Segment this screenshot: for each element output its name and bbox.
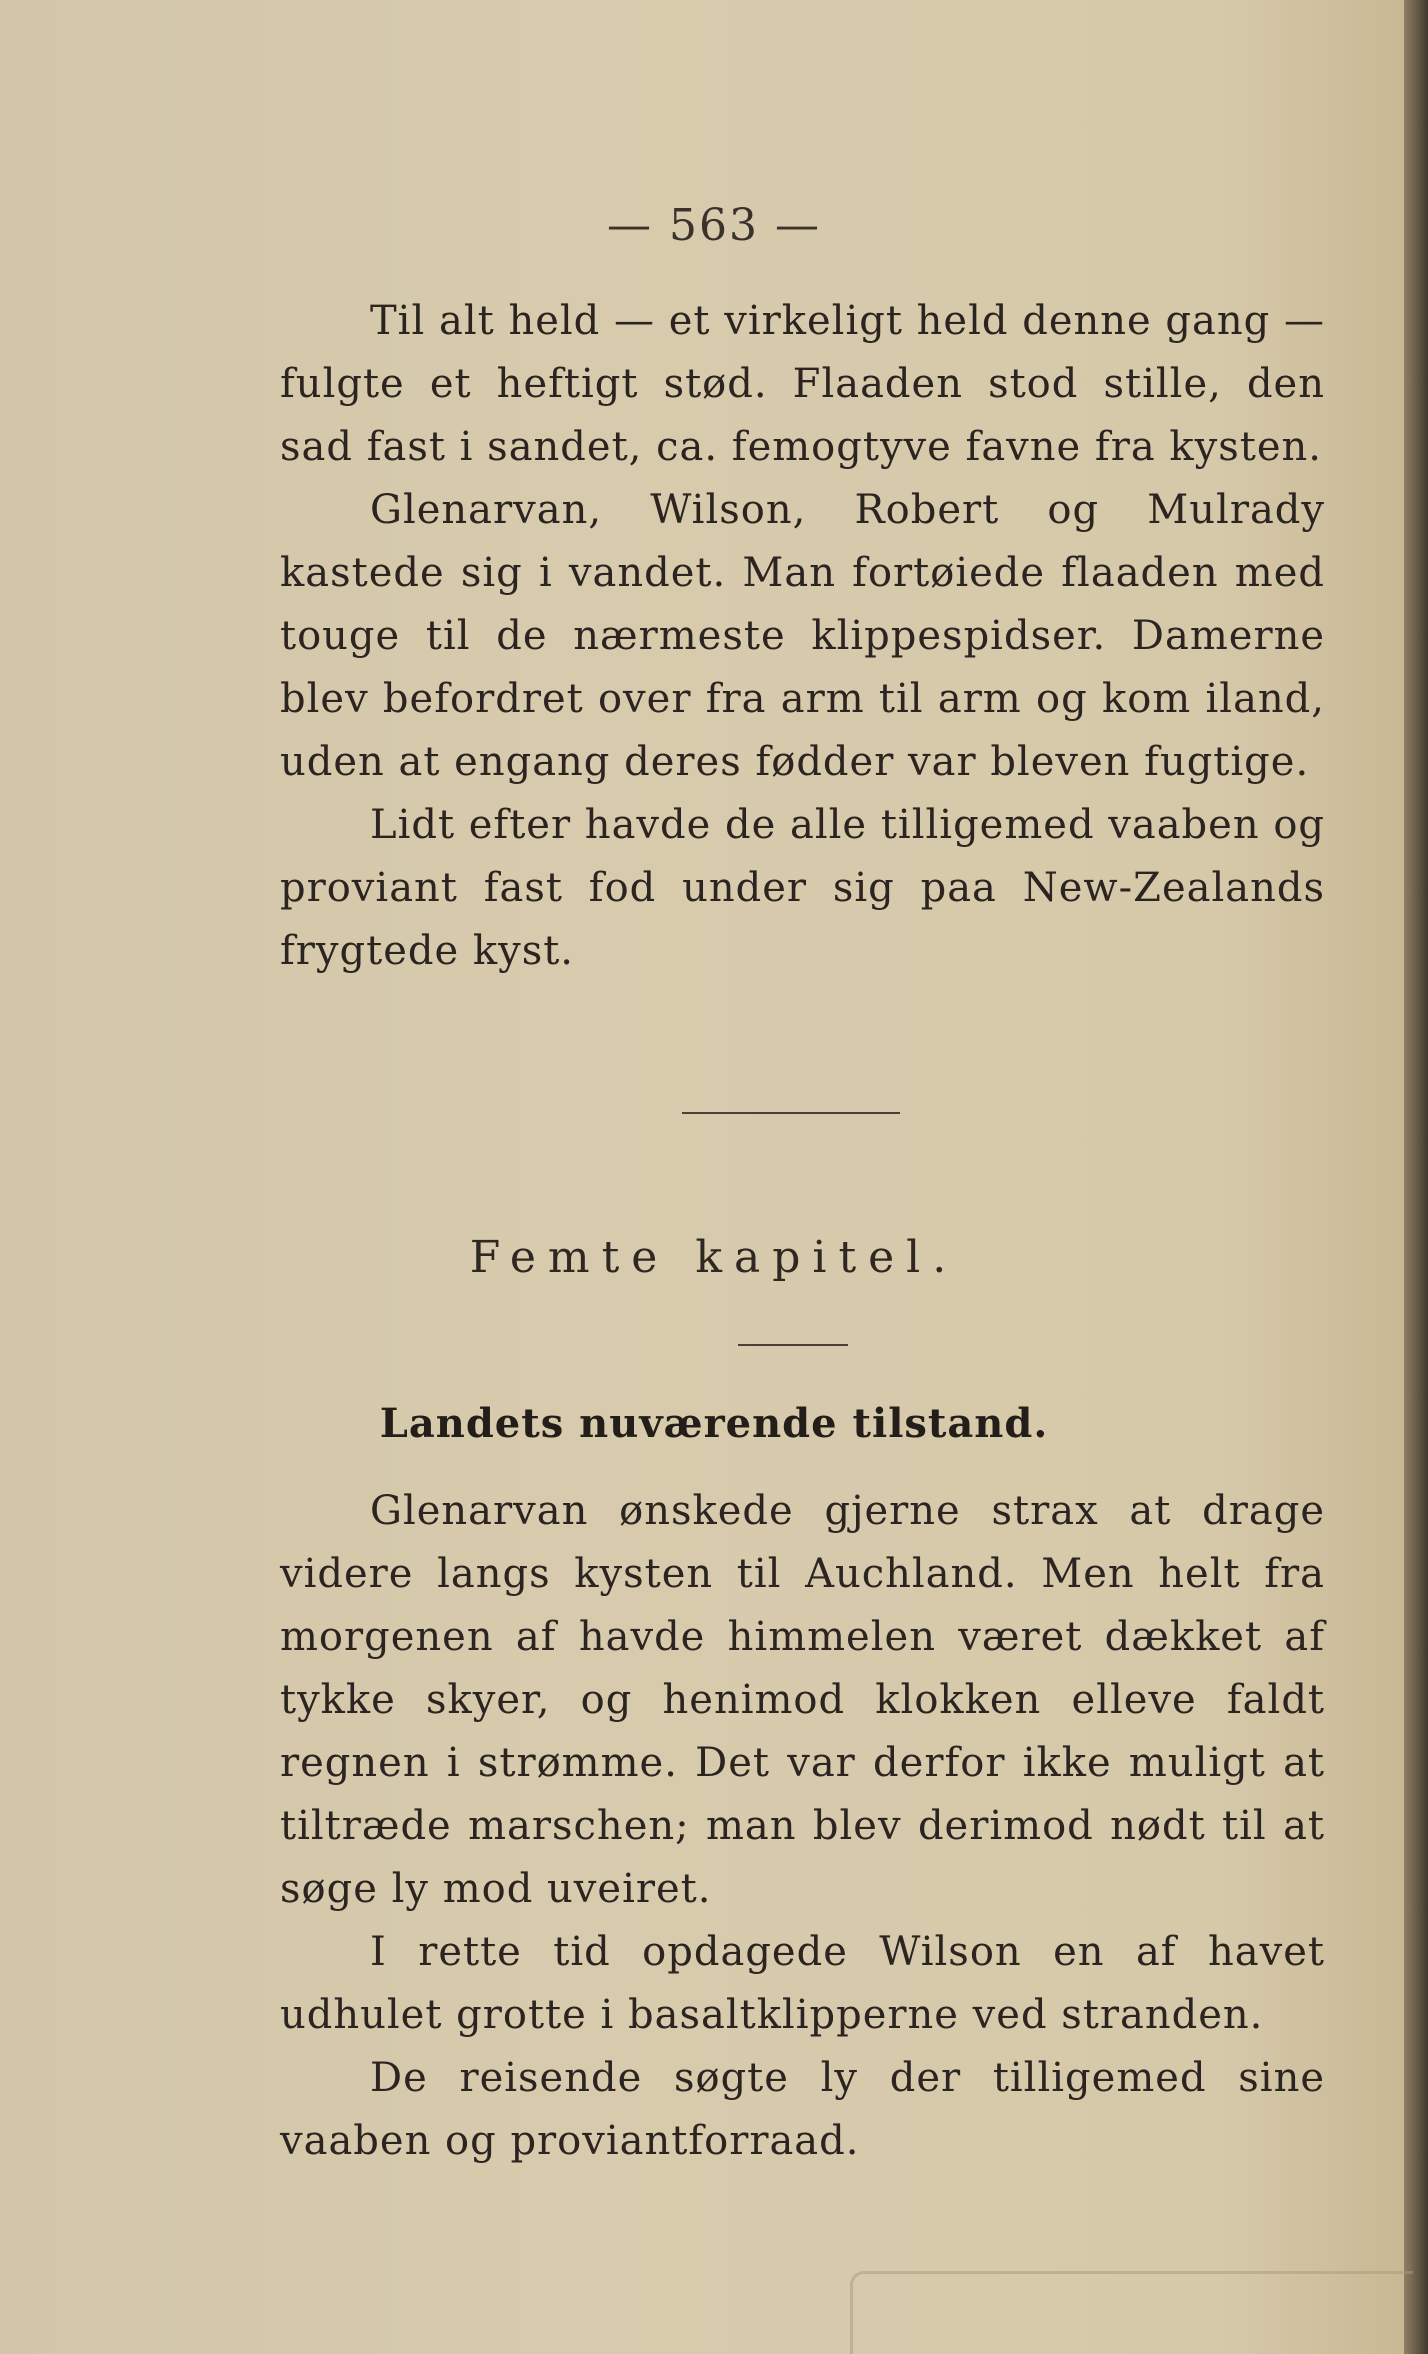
section-divider <box>682 1112 900 1114</box>
text-block-bottom <box>280 1480 1325 2173</box>
title-divider <box>738 1344 848 1346</box>
paragraph: Glenarvan ønskede gjerne strax at drage videre langs kysten til Auchland. Men helt fra morgenen af havde himmelen været dækket af tykke skyer, og henimod klokken elleve faldt regnen i strømme. Det var derfor ikke muligt at tiltræde marschen; man blev derimod nødt til at søge ly mod uveiret. <box>280 1488 1325 1912</box>
page-number: — 563 — <box>607 200 821 251</box>
paragraph: Glenarvan, Wilson, Robert og Mulrady kastede sig i vandet. Man fortøiede flaaden med touge til de nærmeste klippespidser. Damerne blev befordret over fra arm til arm og kom iland, uden at engang deres fødder var bleven fugtige. <box>280 487 1325 785</box>
paragraph: Lidt efter havde de alle tilligemed vaaben og proviant fast fod under sig paa New-Zealands frygtede kyst. <box>280 802 1325 974</box>
paragraph: Til alt held — et virkeligt held denne gang — fulgte et heftigt stød. Flaaden stod stille, den sad fast i sandet, ca. femogtyve favne fra kysten. <box>280 298 1325 470</box>
page-corner-mark <box>850 2271 1413 2354</box>
paragraph: I rette tid opdagede Wilson en af havet udhulet grotte i basaltklipperne ved stranden. <box>280 1929 1325 2038</box>
chapter-title: Femte kapitel. <box>469 1232 959 1283</box>
book-spine <box>1404 0 1428 2354</box>
paragraph: De reisende søgte ly der tilligemed sine vaaben og proviantforraad. <box>280 2055 1325 2164</box>
section-title: Landets nuværende tilstand. <box>379 1400 1049 1447</box>
text-block-top <box>280 290 1325 983</box>
